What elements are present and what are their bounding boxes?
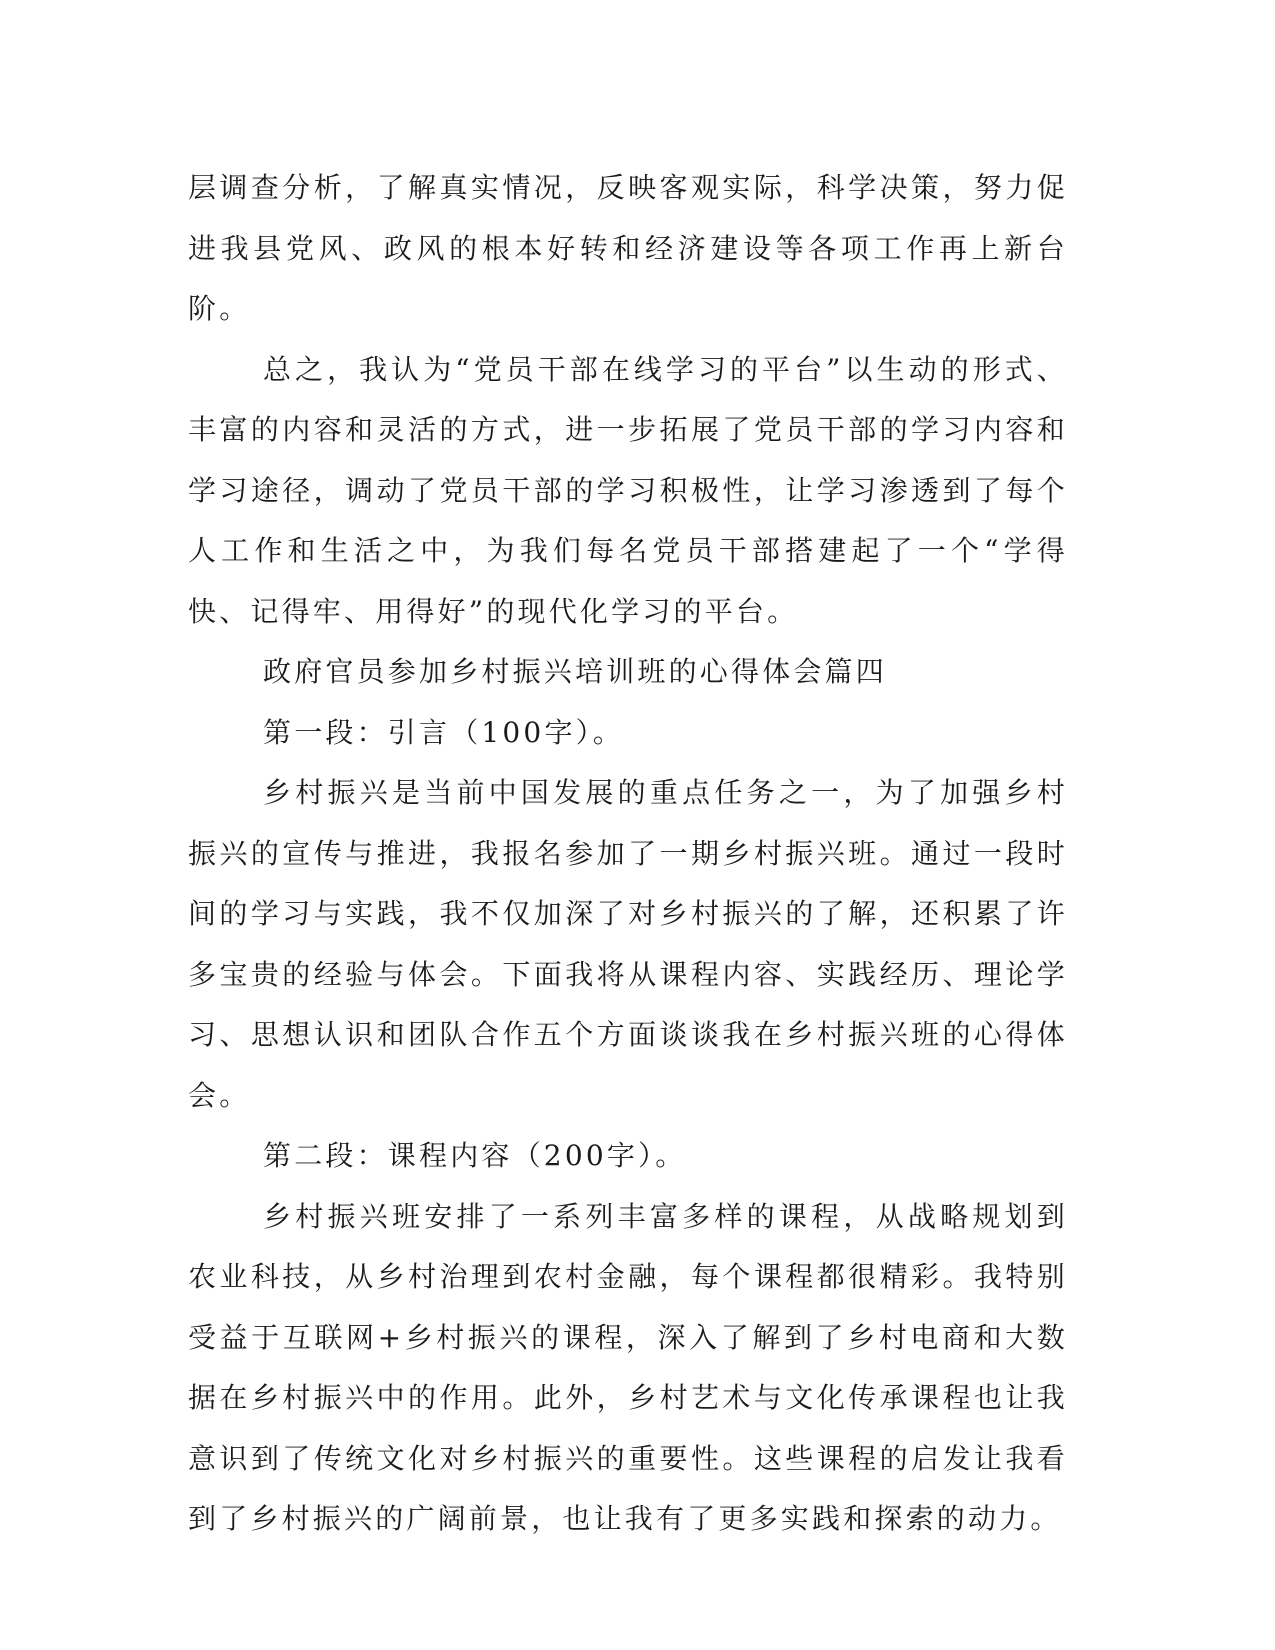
paragraph-2: 总之，我认为“党员干部在线学习的平台”以生动的形式、丰富的内容和灵活的方式，进一步拓展了党员干部的学习内容和学习途径，调动了党员干部的学习积极性，让学习渗透到了每个人工作和生活之中，为我们每名党员干部搭建起了一个“学得快、记得牢、用得好”的现代化学习的平台。 — [188, 352, 1068, 628]
document-body — [188, 158, 1068, 1550]
subheading-1: 第一段：引言（100字）。 — [263, 715, 625, 749]
subheading-2: 第二段：课程内容（200字）。 — [263, 1139, 687, 1172]
paragraph-4: 乡村振兴班安排了一系列丰富多样的课程，从战略规划到农业科技，从乡村治理到农村金融，每个课程都很精彩。我特别受益于互联网+乡村振兴的课程，深入了解到了乡村电商和大数据在乡村振兴中的作用。此外，乡村艺术与文化传承课程也让我意识到了传统文化对乡村振兴的重要性。这些课程的启发让我看到了乡村振兴的广阔前景，也让我有了更多实践和探索的动力。 — [188, 1199, 1068, 1535]
paragraph-1: 层调查分析，了解真实情况，反映客观实际，科学决策，努力促进我县党风、政风的根本好转和经济建设等各项工作再上新台阶。 — [188, 171, 1068, 325]
paragraph-3: 乡村振兴是当前中国发展的重点任务之一，为了加强乡村振兴的宣传与推进，我报名参加了一期乡村振兴班。通过一段时间的学习与实践，我不仅加深了对乡村振兴的了解，还积累了许多宝贵的经验与体会。下面我将从课程内容、实践经历、理论学习、思想认识和团队合作五个方面谈谈我在乡村振兴班的心得体会。 — [188, 776, 1068, 1112]
section-heading: 政府官员参加乡村振兴培训班的心得体会篇四 — [263, 655, 888, 688]
